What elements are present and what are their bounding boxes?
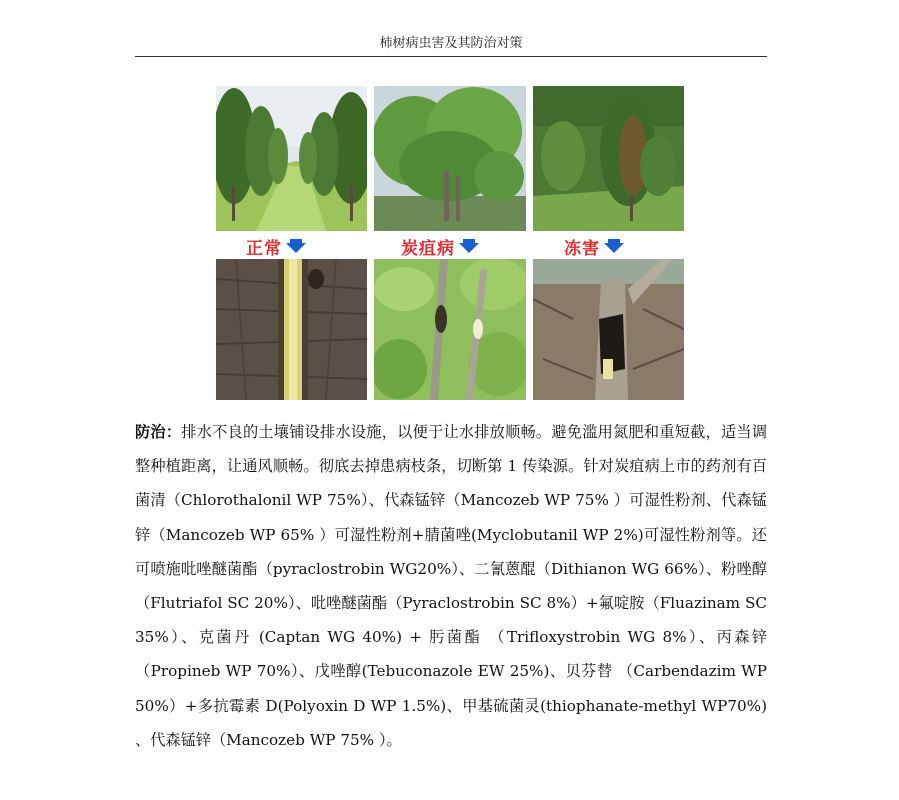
control-measures-paragraph xyxy=(135,415,767,757)
label-frost-damage xyxy=(564,234,624,258)
disease-comparison-figure xyxy=(216,86,684,400)
photo-anthracnose-branch xyxy=(374,259,526,400)
label-anthracnose xyxy=(401,234,479,258)
page-header xyxy=(135,34,767,57)
photo-frost-damage-trunk xyxy=(533,259,684,400)
arrow-down-icon xyxy=(604,239,624,253)
paragraph-lead: 防治： xyxy=(135,423,182,441)
label-anthracnose-text: 炭疽病 xyxy=(401,238,455,259)
label-normal xyxy=(246,234,306,258)
label-frost-damage-text: 冻害 xyxy=(564,238,600,259)
paragraph-text: 排水不良的土壤铺设排水设施，以便于让水排放顺畅。避免滥用氮肥和重短截，适当调整种植距离，让通风顺畅。彻底去掉患病枝条，切断第 1 传染源。针对炭疽病上市的药剂有百菌清（Chlorothalonil WP 75%）、代森锰锌（Mancozeb WP 75% ）可湿性粉剂、代森锰锌（Mancozeb WP 65% ）可湿性粉剂+腈菌唑(Myclobutanil WP 2%)可湿性粉剂等。还可喷施吡唑醚菌酯（pyraclostrobin WG20%）、二氰蒽醌（Dithianon WG 66%）、粉唑醇（Flutriafol SC 20%）、吡唑醚菌酯（Pyraclostrobin SC 8%）+氟啶胺（Fluazinam SC 35%）、克菌丹 (Captan WG 40%) + 肟菌酯 （Trifloxystrobin WG 8%）、丙森锌（Propineb WP 70%）、戊唑醇(Tebuconazole EW 25%)、贝芬替 （Carbendazim WP 50%）+多抗霉素 D(Polyoxin D WP 1.5%)、甲基硫菌灵(thiophanate-methyl WP70%) 、代森锰锌（Mancozeb WP 75% ）。 xyxy=(135,423,768,749)
photo-normal-orchard xyxy=(216,86,367,231)
photo-anthracnose-tree xyxy=(374,86,526,231)
photo-normal-bark xyxy=(216,259,367,400)
photo-frost-damage-field xyxy=(533,86,684,231)
label-normal-text: 正常 xyxy=(246,238,282,259)
arrow-down-icon xyxy=(286,239,306,253)
header-title: 柿树病虫害及其防治对策 xyxy=(379,36,523,51)
arrow-down-icon xyxy=(459,239,479,253)
